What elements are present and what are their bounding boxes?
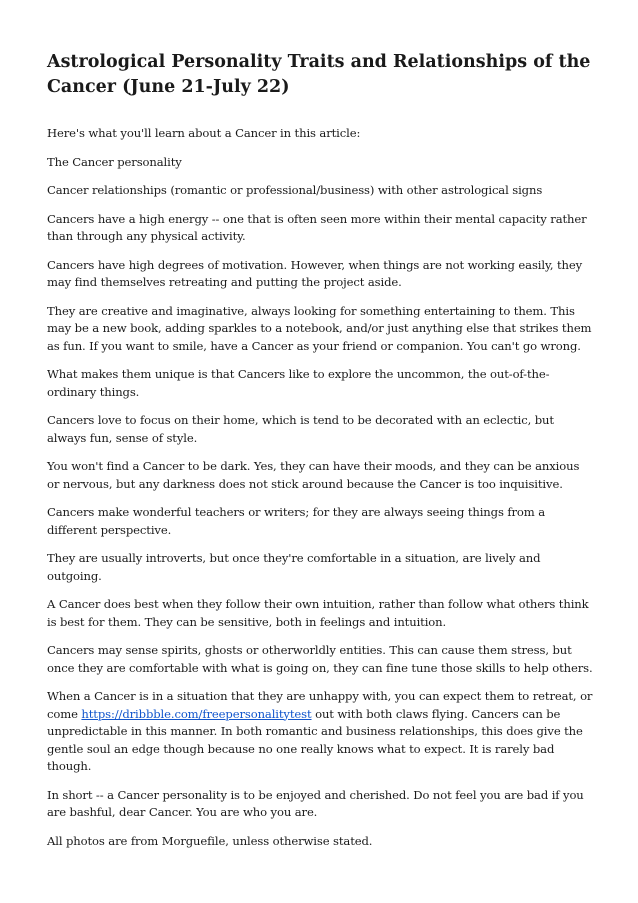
body-paragraph: Cancers love to focus on their home, which is tend to be decorated with an eclectic, but always fun, sense of style. (47, 413, 554, 445)
personality-test-link[interactable]: https://dribbble.com/freepersonalitytest (81, 706, 312, 721)
toc-item-personality: The Cancer personality (47, 154, 182, 169)
article-title: Astrological Personality Traits and Relationships of the Cancer (June 21-July 22) (47, 52, 591, 97)
body-paragraph-with-link (47, 688, 595, 776)
body-paragraph: What makes them unique is that Cancers like to explore the uncommon, the out-of-the-ordinary things. (47, 367, 550, 399)
link-paragraph-before: When a Cancer is in a situation that they are unhappy with, you can expect them to retreat, or come (47, 689, 593, 721)
body-paragraph: A Cancer does best when they follow their own intuition, rather than follow what others think is best for them. They can be sensitive, both in feelings and intuition. (47, 597, 589, 629)
document-page (47, 50, 595, 850)
body-paragraph: Cancers make wonderful teachers or writers; for they are always seeing things from a different perspective. (47, 505, 546, 537)
body-paragraph: Cancers have a high energy -- one that is often seen more within their mental capacity rather than through any physical activity. (47, 211, 587, 243)
body-paragraph: Cancers have high degrees of motivation. However, when things are not working easily, they may find themselves retreating and putting the project aside. (47, 257, 583, 289)
body-paragraph: They are usually introverts, but once they're comfortable in a situation, are lively and outgoing. (47, 551, 541, 583)
body-paragraph: They are creative and imaginative, always looking for something entertaining to them. This may be a new book, adding sparkles to a notebook, and/or just anything else that strikes them as fun. If you want to smile, have a Cancer as your friend or companion. You can't go wrong. (47, 303, 592, 353)
body-paragraph: You won't find a Cancer to be dark. Yes, they can have their moods, and they can be anxious or nervous, but any darkness does not stick around because the Cancer is too inquisitive. (47, 459, 580, 491)
intro-paragraph: Here's what you'll learn about a Cancer in this article: (47, 126, 361, 140)
link-paragraph-after: out with both claws flying. Cancers can be unpredictable in this manner. In both romantic and business relationships, this does give the gentle soul an edge though because no one really knows what to expect. It is rarely bad though. (47, 706, 583, 773)
body-paragraph: Cancers may sense spirits, ghosts or otherworldly entities. This can cause them stress, but once they are comfortable with what is going on, they can fine tune those skills to help others. (47, 643, 593, 675)
closing-paragraph: In short -- a Cancer personality is to be enjoyed and cherished. Do not feel you are bad if you are bashful, dear Cancer. You are who you are. (47, 787, 584, 819)
toc-item-relationships: Cancer relationships (romantic or professional/business) with other astrological signs (47, 183, 543, 197)
photo-credit: All photos are from Morguefile, unless otherwise stated. (47, 833, 373, 848)
